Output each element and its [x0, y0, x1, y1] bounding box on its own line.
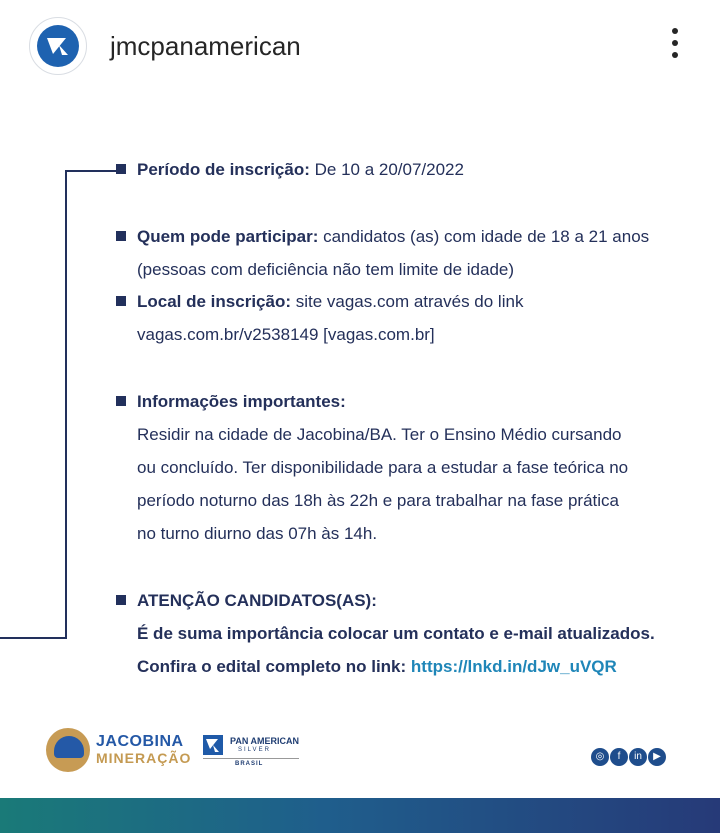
item-label: Informações importantes:: [137, 392, 346, 411]
item-text: candidatos (as) com idade de 18 a 21 anos: [318, 227, 650, 246]
item-text: site vagas.com através do link: [291, 292, 524, 311]
decorative-bracket-bottom: [0, 637, 67, 639]
edital-link[interactable]: https://lnkd.in/dJw_uVQR: [410, 657, 617, 676]
panamerican-logo-icon: [37, 25, 79, 67]
panamerican-name: PAN AMERICAN: [230, 736, 299, 746]
bullet-square: [116, 164, 126, 174]
footer-logos: [40, 726, 680, 776]
divider: [203, 758, 299, 759]
instagram-icon[interactable]: ◎: [591, 748, 609, 766]
item-label: Quem pode participar:: [137, 227, 319, 246]
jacobina-name: JACOBINA: [96, 733, 184, 750]
youtube-icon[interactable]: ▶: [648, 748, 666, 766]
item-text-line: no turno diurno das 07h às 14h.: [137, 524, 378, 543]
item-text-line2: vagas.com.br/v2538149 [vagas.com.br]: [137, 325, 435, 344]
item-text-line: Residir na cidade de Jacobina/BA. Ter o Ensino Médio cursando: [137, 425, 622, 444]
item-label: Local de inscrição:: [137, 292, 291, 311]
panamerican-logo-icon: [203, 735, 223, 755]
decorative-bracket: [65, 170, 67, 639]
item-label: Período de inscrição:: [137, 160, 310, 179]
item-text: De 10 a 20/07/2022: [309, 160, 464, 179]
jacobina-logo-icon: [46, 728, 90, 772]
decorative-bracket-top: [65, 170, 117, 172]
account-username[interactable]: jmcpanamerican: [110, 31, 301, 61]
bullet-square: [116, 396, 126, 406]
profile-avatar[interactable]: [29, 17, 87, 75]
more-vertical-icon[interactable]: [665, 28, 685, 68]
bullet-square: [116, 296, 126, 306]
bullet-square: [116, 231, 126, 241]
item-label: ATENÇÃO CANDIDATOS(AS):: [137, 591, 377, 610]
bottom-gradient-bar: [0, 798, 720, 833]
facebook-icon[interactable]: f: [610, 748, 628, 766]
item-text-line3: Confira o edital completo no link:: [137, 657, 411, 676]
item-text-line2: É de suma importância colocar um contato e e-mail atualizados.: [137, 624, 655, 643]
panamerican-brasil: BRASIL: [235, 761, 264, 767]
item-text-line: período noturno das 18h às 22h e para trabalhar na fase prática: [137, 491, 620, 510]
social-icons: [591, 746, 667, 764]
item-text-line2: (pessoas com deficiência não tem limite de idade): [137, 260, 515, 279]
panamerican-silver: SILVER: [238, 747, 271, 753]
jacobina-subtitle: MINERAÇÃO: [96, 750, 192, 766]
linkedin-icon[interactable]: in: [629, 748, 647, 766]
bullet-square: [116, 595, 126, 605]
post-header: [0, 0, 720, 98]
item-text-line: ou concluído. Ter disponibilidade para a estudar a fase teórica no: [137, 458, 629, 477]
